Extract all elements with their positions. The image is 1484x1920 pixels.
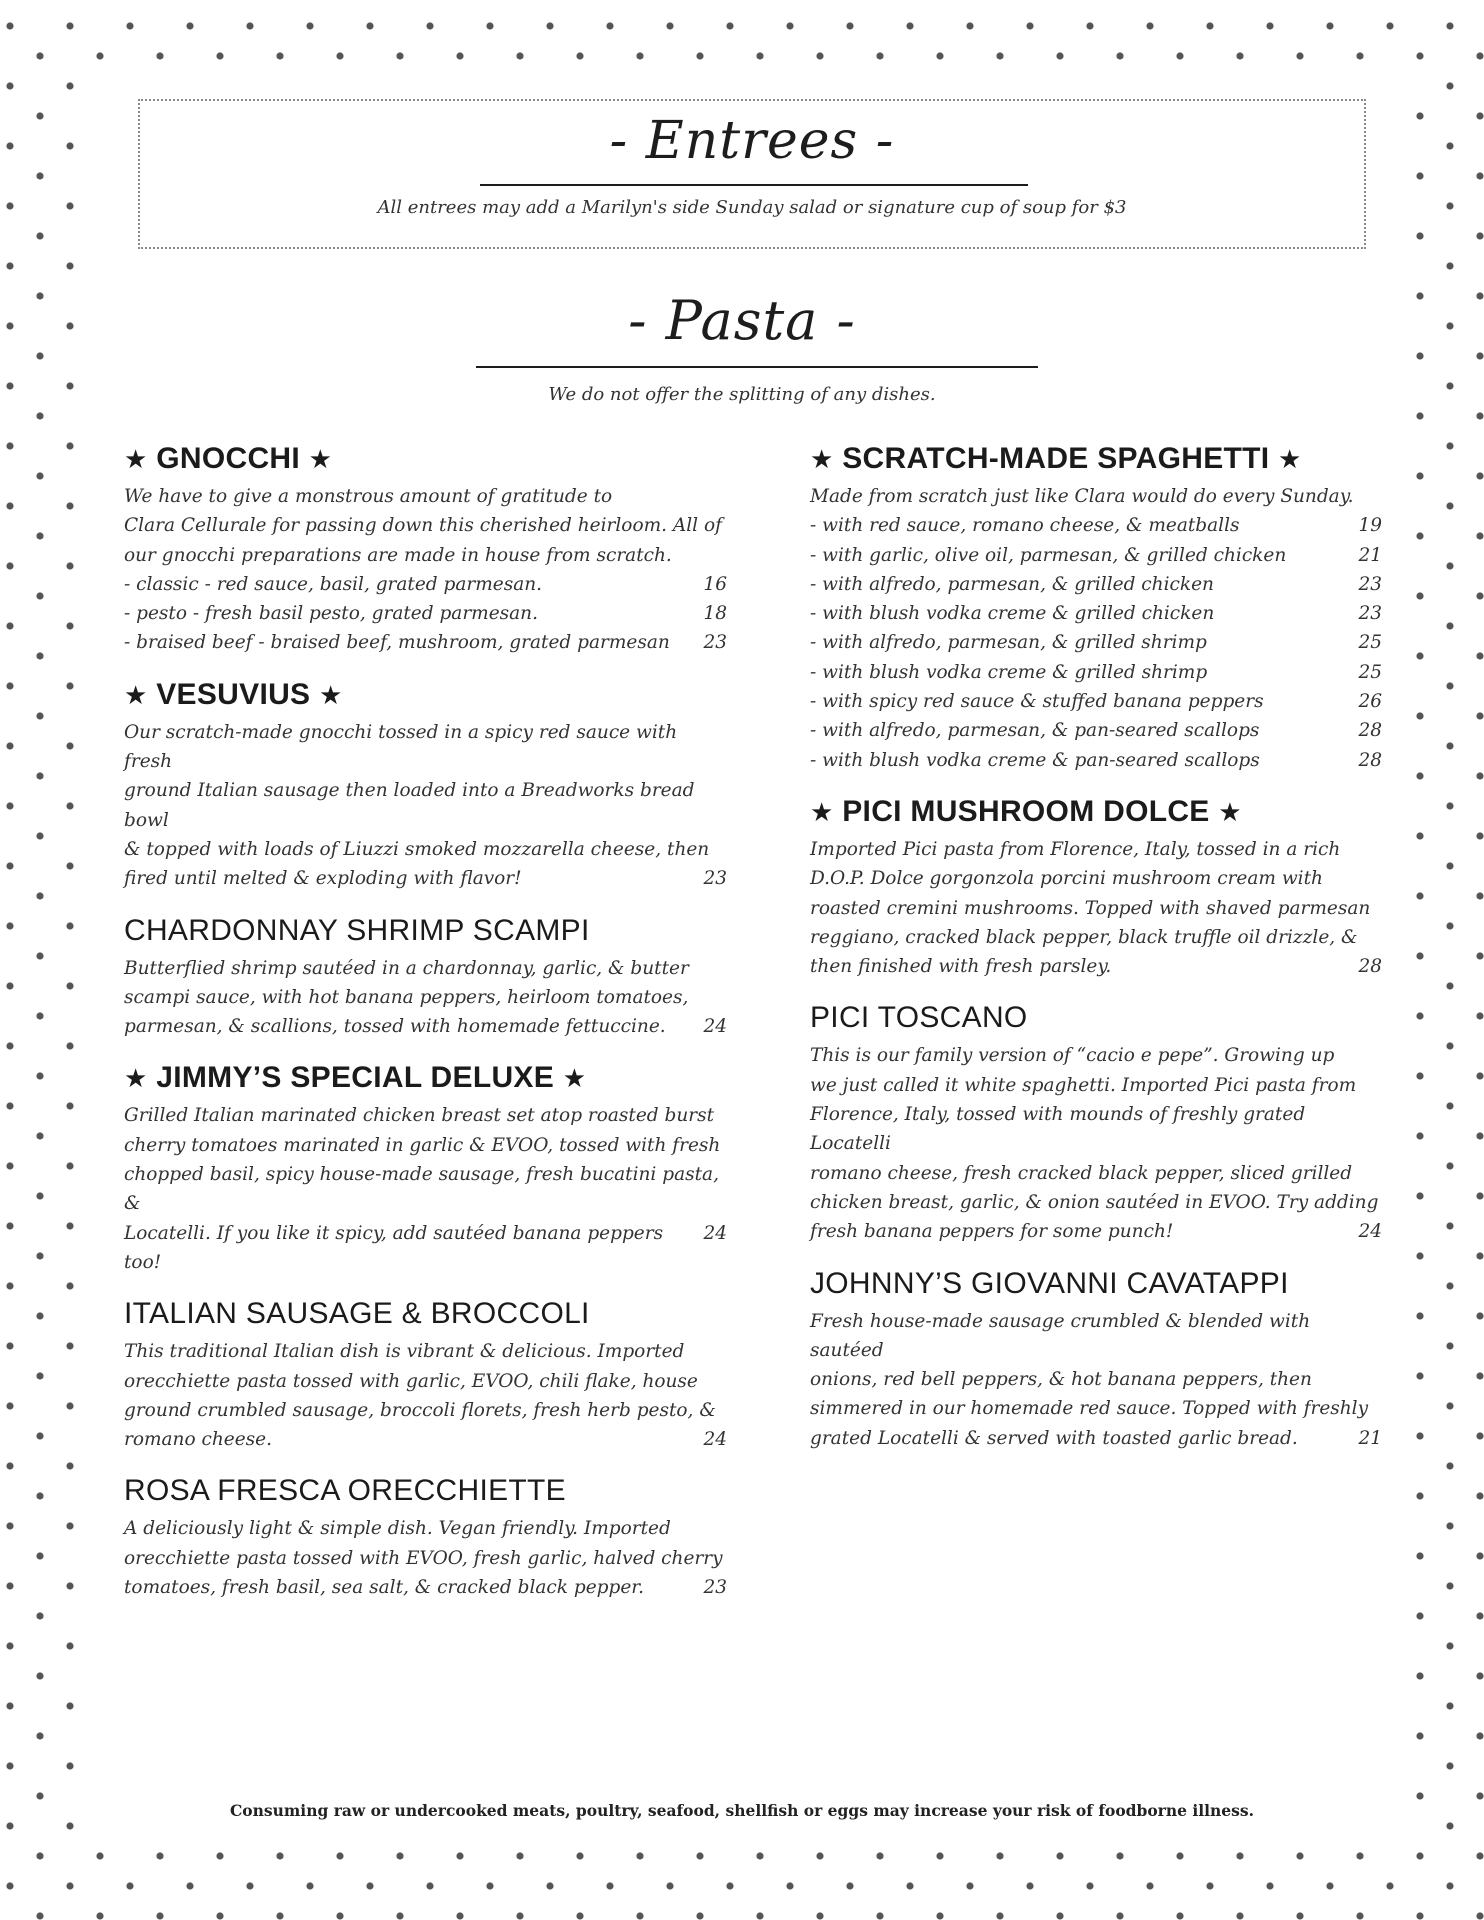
menu-option-text: - pesto - fresh basil pesto, grated parmesan.	[124, 603, 538, 625]
description-text: Butterflied shrimp sautéed in a chardonnay, garlic, & butter	[124, 957, 689, 979]
description-text: We have to give a monstrous amount of gratitude to	[124, 486, 613, 507]
description-text: This traditional Italian dish is vibrant & delicious. Imported	[124, 1341, 685, 1363]
menu-option-text: - with garlic, olive oil, parmesan, & grilled chicken	[810, 544, 1287, 566]
description-text: parmesan, & scallions, tossed with homemade fettuccine.	[124, 1016, 666, 1038]
menu-item-title	[124, 912, 727, 950]
menu-item-title	[810, 999, 1382, 1037]
description-text: our gnocchi preparations are made in house from scratch.	[124, 544, 672, 566]
menu-item-description-line	[810, 1159, 1382, 1188]
menu-option-text: - with alfredo, parmesan, & grilled shrimp	[810, 632, 1207, 654]
menu-option-price: 25	[1358, 661, 1382, 683]
description-text: fired until melted & exploding with flavor!	[124, 868, 522, 890]
menu-option-text: - with alfredo, parmesan, & grilled chicken	[810, 573, 1214, 595]
menu-item-description-line	[810, 1188, 1382, 1217]
menu-item-name: ROSA FRESCA ORECCHIETTE	[124, 1474, 566, 1508]
menu-item-description-line	[810, 1307, 1382, 1366]
star-icon: ★	[810, 444, 834, 474]
menu-option-row	[810, 541, 1382, 570]
description-text: fresh banana peppers for some punch!	[810, 1221, 1174, 1243]
description-text: orecchiette pasta tossed with garlic, EVOO, chili flake, house	[124, 1370, 698, 1392]
star-icon: ★	[562, 1063, 587, 1094]
menu-item-description-line	[810, 1100, 1382, 1159]
menu-item-description-line	[810, 952, 1382, 981]
menu-option-price: 25	[1358, 632, 1382, 654]
menu-item-description-line	[810, 1041, 1382, 1070]
menu-item-description-line	[810, 923, 1382, 952]
description-text: scampi sauce, with hot banana peppers, heirloom tomatoes,	[124, 986, 689, 1008]
description-text: chopped basil, spicy house-made sausage, fresh bucatini pasta, &	[124, 1164, 719, 1215]
menu-item-description-line	[124, 1396, 727, 1425]
menu-option-price: 18	[703, 603, 727, 625]
description-text: grated Locatelli & served with toasted garlic bread.	[810, 1427, 1298, 1449]
menu-item-description-line	[124, 1367, 727, 1396]
entrees-header-box	[138, 99, 1366, 249]
menu-item-title	[124, 676, 727, 714]
menu-item-name: GNOCCHI	[156, 442, 301, 475]
menu-item	[124, 676, 727, 894]
description-text: Florence, Italy, tossed with mounds of freshly grated Locatelli	[810, 1104, 1306, 1155]
description-text: we just called it white spaghetti. Imported Pici pasta from	[810, 1074, 1357, 1096]
menu-item-description-line	[810, 1365, 1382, 1394]
pasta-title: - Pasta -	[628, 289, 856, 352]
star-icon: ★	[319, 679, 343, 710]
menu-item-description-line	[810, 482, 1382, 511]
menu-item-description-line	[124, 541, 727, 570]
menu-item-description-line	[124, 1337, 727, 1366]
menu-item-description-line	[810, 1424, 1382, 1453]
menu-item-description-line	[124, 954, 727, 983]
right-menu-column	[810, 440, 1382, 1471]
menu-item-price: 24	[1358, 1221, 1382, 1243]
menu-item-title	[124, 1472, 727, 1510]
menu-item-name: VESUVIUS	[156, 677, 311, 711]
menu-item-description-line	[810, 835, 1382, 864]
menu-option-row	[810, 511, 1382, 540]
pasta-note: We do not offer the splitting of any dishes.	[548, 384, 936, 405]
menu-item-price: 28	[1358, 956, 1382, 978]
menu-option-price: 19	[1358, 515, 1382, 537]
menu-item-price: 24	[703, 1222, 727, 1244]
menu-item-description-line	[124, 511, 727, 540]
description-text: tomatoes, fresh basil, sea salt, & cracked black pepper.	[124, 1577, 644, 1599]
menu-item-description-line	[124, 1160, 727, 1219]
menu-item-price: 21	[1358, 1427, 1382, 1449]
menu-item-description-line	[810, 1217, 1382, 1246]
menu-option-price: 16	[703, 573, 727, 595]
entrees-title: - Entrees -	[609, 111, 895, 171]
menu-option-row	[810, 628, 1382, 657]
left-menu-column	[124, 440, 727, 1620]
star-icon: ★	[1278, 444, 1302, 474]
description-text: Locatelli. If you like it spicy, add sautéed banana peppers too!	[124, 1222, 664, 1273]
menu-option-text: - with alfredo, parmesan, & pan-seared scallops	[810, 720, 1260, 742]
description-text: romano cheese, fresh cracked black pepper, sliced grilled	[810, 1162, 1353, 1184]
star-icon: ★	[308, 444, 333, 474]
description-text: chicken breast, garlic, & onion sautéed in EVOO. Try adding	[810, 1191, 1379, 1213]
menu-option-row	[810, 570, 1382, 599]
description-text: roasted cremini mushrooms. Topped with shaved parmesan	[810, 897, 1371, 919]
menu-item-price: 24	[703, 1016, 727, 1038]
menu-option-row	[124, 570, 727, 599]
menu-item-description-line	[124, 718, 727, 777]
menu-option-text: - classic - red sauce, basil, grated parmesan.	[124, 573, 543, 595]
entrees-note: All entrees may add a Marilyn's side Sunday salad or signature cup of soup for $3	[377, 197, 1127, 218]
menu-item	[810, 440, 1382, 775]
description-text: A deliciously light & simple dish. Vegan friendly. Imported	[124, 1518, 671, 1540]
menu-item-name: PICI TOSCANO	[810, 1001, 1028, 1035]
menu-item-description-line	[124, 864, 727, 893]
menu-item-description-line	[124, 1425, 727, 1454]
menu-item-price: 23	[703, 868, 727, 890]
menu-option-row	[810, 599, 1382, 628]
food-safety-disclaimer: Consuming raw or undercooked meats, poultry, seafood, shellfish or eggs may increase your risk of foodborne illness.	[229, 1801, 1255, 1820]
menu-option-text: - braised beef - braised beef, mushroom, grated parmesan	[124, 632, 670, 654]
menu-option-price: 23	[1358, 603, 1382, 625]
menu-option-price: 26	[1358, 691, 1382, 713]
menu-option-row	[810, 687, 1382, 716]
description-text: Fresh house-made sausage crumbled & blended with sautéed	[810, 1310, 1311, 1361]
description-text: then finished with fresh parsley.	[810, 956, 1112, 978]
pasta-underline	[476, 366, 1038, 368]
menu-item	[124, 1472, 727, 1602]
description-text: Our scratch-made gnocchi tossed in a spicy red sauce with fresh	[124, 721, 678, 773]
star-icon: ★	[1218, 796, 1242, 827]
menu-option-price: 28	[1358, 749, 1382, 771]
menu-item-name: PICI MUSHROOM DOLCE	[842, 794, 1210, 828]
menu-item-title	[124, 1059, 727, 1097]
description-text: onions, red bell peppers, & hot banana peppers, then	[810, 1369, 1312, 1391]
menu-option-row	[124, 599, 727, 628]
description-text: simmered in our homemade red sauce. Topped with freshly	[810, 1398, 1369, 1420]
menu-item-description-line	[124, 1131, 727, 1160]
star-icon: ★	[124, 679, 148, 710]
menu-option-text: - with spicy red sauce & stuffed banana peppers	[810, 691, 1264, 713]
description-text: D.O.P. Dolce gorgonzola porcini mushroom cream with	[810, 868, 1323, 890]
menu-option-row	[810, 746, 1382, 775]
menu-item	[124, 1295, 727, 1454]
entrees-underline	[480, 184, 1028, 186]
menu-item-description-line	[124, 1012, 727, 1041]
menu-option-row	[810, 658, 1382, 687]
description-text: Imported Pici pasta from Florence, Italy, tossed in a rich	[810, 838, 1341, 860]
description-text: ground Italian sausage then loaded into a Breadworks bread bowl	[124, 780, 695, 831]
menu-item-title	[810, 793, 1382, 831]
menu-item-title	[810, 440, 1382, 478]
description-text: Grilled Italian marinated chicken breast set atop roasted burst	[124, 1105, 715, 1127]
menu-item-name: JOHNNY’S GIOVANNI CAVATAPPI	[810, 1266, 1289, 1300]
description-text: This is our family version of “cacio e pepe”. Growing up	[810, 1045, 1335, 1067]
menu-item	[810, 793, 1382, 981]
menu-item-description-line	[124, 1573, 727, 1602]
menu-item-description-line	[810, 1071, 1382, 1100]
menu-item-description-line	[124, 482, 727, 511]
menu-option-text: - with blush vodka creme & grilled chicken	[810, 603, 1215, 625]
menu-option-text: - with red sauce, romano cheese, & meatballs	[810, 515, 1240, 537]
menu-item-title	[124, 1295, 727, 1333]
menu-item-title	[124, 440, 727, 478]
menu-option-price: 21	[1358, 544, 1382, 566]
description-text: Made from scratch just like Clara would do every Sunday.	[810, 486, 1354, 507]
menu-option-price: 23	[1358, 573, 1382, 595]
menu-item-description-line	[124, 983, 727, 1012]
menu-item-description-line	[124, 1101, 727, 1130]
menu-option-price: 23	[703, 632, 727, 654]
menu-item-description-line	[124, 1544, 727, 1573]
menu-item-description-line	[810, 894, 1382, 923]
menu-item-name: JIMMY’S SPECIAL DELUXE	[156, 1061, 555, 1095]
description-text: orecchiette pasta tossed with EVOO, fresh garlic, halved cherry	[124, 1547, 723, 1569]
menu-item-title	[810, 1265, 1382, 1303]
menu-item-description-line	[124, 776, 727, 835]
menu-item	[124, 440, 727, 658]
menu-item	[810, 999, 1382, 1246]
menu-item-name: ITALIAN SAUSAGE & BROCCOLI	[124, 1297, 590, 1331]
description-text: Clara Cellurale for passing down this cherished heirloom. All of	[124, 515, 722, 537]
menu-option-price: 28	[1358, 720, 1382, 742]
menu-item-price: 23	[703, 1577, 727, 1599]
menu-item	[124, 1059, 727, 1277]
description-text: reggiano, cracked black pepper, black truffle oil drizzle, &	[810, 926, 1358, 948]
description-text: cherry tomatoes marinated in garlic & EVOO, tossed with fresh	[124, 1134, 721, 1156]
description-text: & topped with loads of Liuzzi smoked mozzarella cheese, then	[124, 838, 710, 860]
menu-option-text: - with blush vodka creme & pan-seared scallops	[810, 749, 1260, 771]
menu-item-description-line	[124, 1219, 727, 1278]
menu-item-name: SCRATCH-MADE SPAGHETTI	[842, 442, 1270, 475]
menu-item-price: 24	[703, 1429, 727, 1451]
menu-item	[810, 1265, 1382, 1453]
description-text: romano cheese.	[124, 1429, 272, 1451]
star-icon: ★	[810, 796, 834, 827]
menu-item	[124, 912, 727, 1042]
menu-item-description-line	[124, 835, 727, 864]
menu-option-row	[124, 628, 727, 657]
menu-item-description-line	[810, 864, 1382, 893]
star-icon: ★	[124, 444, 148, 474]
menu-option-row	[810, 716, 1382, 745]
description-text: ground crumbled sausage, broccoli florets, fresh herb pesto, &	[124, 1399, 716, 1421]
menu-item-description-line	[124, 1514, 727, 1543]
star-icon: ★	[124, 1063, 148, 1094]
menu-item-description-line	[810, 1394, 1382, 1423]
menu-item-name: CHARDONNAY SHRIMP SCAMPI	[124, 913, 590, 947]
menu-option-text: - with blush vodka creme & grilled shrimp	[810, 661, 1208, 683]
